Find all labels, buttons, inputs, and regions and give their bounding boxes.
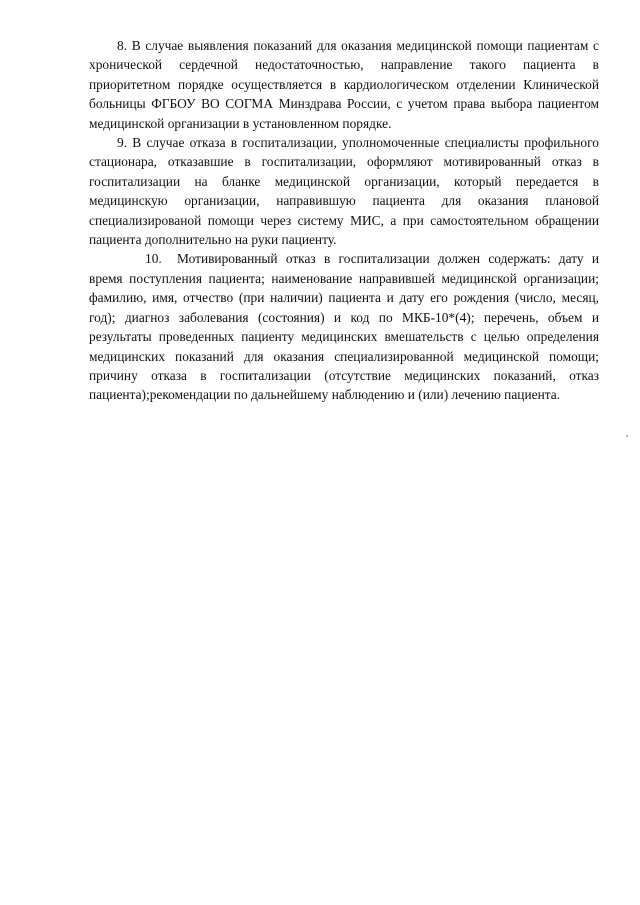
scan-speck — [626, 435, 628, 437]
paragraph-8-number: 8. — [117, 38, 128, 53]
paragraph-8-text: В случае выявления показаний для оказания медицинской помощи пациентам с хронической сердечной недостаточностью, направление такого пациента в приоритетном порядке осуществляется в кардиологическом отделении Клинической больницы ФГБОУ ВО СОГМА Минздрава России, с учетом права выбора пациентом медицинской организации в установленном порядке. — [89, 38, 599, 131]
document-body — [89, 36, 599, 405]
paragraph-8 — [89, 36, 599, 133]
paragraph-10-number: 10. — [145, 251, 162, 267]
paragraph-9 — [89, 133, 599, 249]
paragraph-10-text: Мотивированный отказ в госпитализации должен содержать: дату и время поступления пациента; наименование направившей медицинской организации; фамилию, имя, отчество (при наличии) пациента и дату его рождения (число, месяц, год); диагноз заболевания (состояния) и код по МКБ-10*(4); перечень, объем и результаты проведенных пациенту медицинских вмешательств с целью определения медицинских показаний для оказания специализированной медицинской помощи; причину отказа в госпитализации (отсутствие медицинских показаний, отказ пациента);рекомендации по дальнейшему наблюдению и (или) лечению пациента. — [89, 251, 599, 403]
paragraph-9-number: 9. — [117, 135, 128, 151]
paragraph-9-text: В случае отказа в госпитализации, уполномоченные специалисты профильного стационара, отказавшие в госпитализации, оформляют мотивированный отказ в госпитализации на бланке медицинской организации, который передается в медицинскую организации, направившую пациента для оказания плановой специализированой помощи через систему МИС, а при самостоятельном обращении пациента дополнительно на руки пациенту. — [89, 135, 599, 248]
paragraph-10 — [89, 249, 599, 404]
